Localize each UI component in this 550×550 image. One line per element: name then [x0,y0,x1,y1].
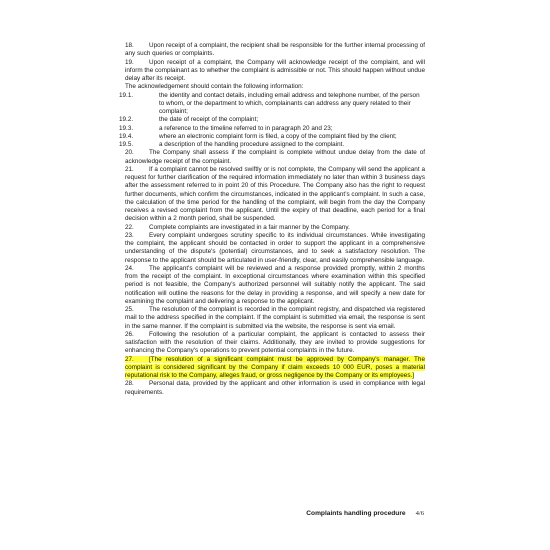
page-number: 4/6 [415,510,424,517]
document-body [119,42,425,397]
paragraph-24 [125,265,425,306]
paragraph-text: The applicant's complaint will be reviewed and a response provided promptly, within 2 months from the receipt of the complaint. In exceptional circumstances where examination within this specified period is not feasible, the Company's authorized personnel will suitably notify the applicant. The said notification will outline the reasons for the delay in providing a response, and will specify a new date for examining the complaint and delivering a response to the applicant. [125,264,425,305]
paragraph-28 [125,380,425,397]
paragraph-text: Complete complaints are investigated in a fair manner by the Company. [149,223,350,231]
subitem-text: the date of receipt of the complaint; [159,116,259,124]
subitem-number: 19.5. [119,141,134,148]
paragraph-text: The resolution of the complaint is recorded in the complaint registry, and dispatched via registered mail to the address specified in the complaint. If the complaint is submitted via email, the response is sent in the same manner. If the complaint is submitted via the website, the response is sent via email. [125,306,425,330]
paragraph-20 [125,149,425,166]
paragraph-text: Upon receipt of a complaint, the recipient shall be responsible for the further internal processing of any such queries or complaints. [125,42,425,58]
subitem-19-3 [119,124,425,133]
subitem-text: where an electronic complaint form is filed, a copy of the complaint filed by the client; [159,132,397,140]
paragraph-text: The Company shall assess if the complaint is complete without undue delay from the date of acknowledge receipt of the complaint. [125,149,425,165]
paragraph-19 [125,59,425,84]
paragraph-text: [The resolution of a significant complaint must be approved by Company’s manager. The complaint is considered significant by the Company if claim exceeds 10 000 EUR, poses a material reputational risk to the Company, alleges fraud, or gross negligence by the Company or its employees.] [125,355,425,379]
paragraph-text: Following the resolution of a particular complaint, the applicant is contacted to assess their satisfaction with the resolution of their claims. Additionally, they are invited to provide suggestions for enhancing the Company's operations to prevent potential complaints in the future. [125,330,425,355]
paragraph-text: If a complaint cannot be resolved swiftly or is not complete, the Company will send the applicant a request for further clarification of the required information immediately no later than within 3 business days after the assessment referred to in point 20 of this Procedure. The Company also has the right to request further documents, which confirm the circumstances, indicated in the applicant’s complaint. In such a case, the calculation of the time period for the handling of the complaint, will begin from the day the Company receives a revised complaint from the applicant. Until the expiry of that deadline, each period for a final decision within a 2 month period, shall be suspended. [125,165,425,223]
paragraph-number: 28. [125,380,134,388]
paragraph-number: 23. [125,231,134,239]
acknowledgement-intro [125,83,425,91]
paragraph-number: 25. [125,306,134,313]
page-footer [280,510,424,517]
paragraph-25 [125,306,425,331]
paragraph-23 [125,232,425,265]
paragraph-number: 20. [125,149,134,157]
subitem-19-2 [119,116,425,124]
subitem-number: 19.2. [119,116,134,124]
footer-title: Complaints handling procedure [306,510,406,517]
subitem-text: a reference to the timeline referred to in paragraph 20 and 23; [159,124,333,132]
paragraph-text: The acknowledgement should contain the following information: [125,83,304,91]
paragraph-text: Personal data, provided by the applicant and other information is used in compliance with legal requirements. [125,380,425,396]
paragraph-number: 19. [125,58,134,66]
highlighted-text [125,356,425,380]
paragraph-18 [125,42,425,59]
paragraph-number: 27. [125,355,134,363]
paragraph-22 [125,224,425,232]
paragraph-number: 26. [125,330,134,338]
paragraph-number: 24. [125,264,134,272]
subitem-19-4 [119,132,425,141]
paragraph-text: Upon receipt of a complaint, the Company will acknowledge receipt of the complaint, and will inform the complainant as to whether the complaint is admissible or not. This should happen without undue delay after its receipt. [125,58,425,82]
paragraph-27-highlighted [125,356,425,381]
subitem-number: 19.1. [119,91,134,99]
subitem-19-1 [119,91,425,117]
subitem-number: 19.4. [119,132,134,140]
paragraph-text: Every complaint undergoes scrutiny specific to its individual circumstances. While investigating the complaint, the applicant should be contacted in order to support the applicant in a comprehensive understanding of the dispute's (potential) circumstances, and to seek a satisfactory resolution. The response to the applicant should be articulated in user-friendly, clear, and easily comprehensible language. [125,231,425,264]
paragraph-number: 18. [125,42,134,49]
subitem-19-5 [119,141,425,149]
subitem-text: a description of the handling procedure assigned to the complaint. [159,141,345,148]
paragraph-number: 21. [125,165,134,173]
paragraph-21 [125,166,425,224]
paragraph-26 [125,331,425,356]
subitem-number: 19.3. [119,124,134,132]
subitem-text: the identity and contact details, including email address and telephone number, of the person to whom, or the department to which, complainants can address any query related to their complaint; [159,91,420,115]
paragraph-number: 22. [125,223,134,231]
